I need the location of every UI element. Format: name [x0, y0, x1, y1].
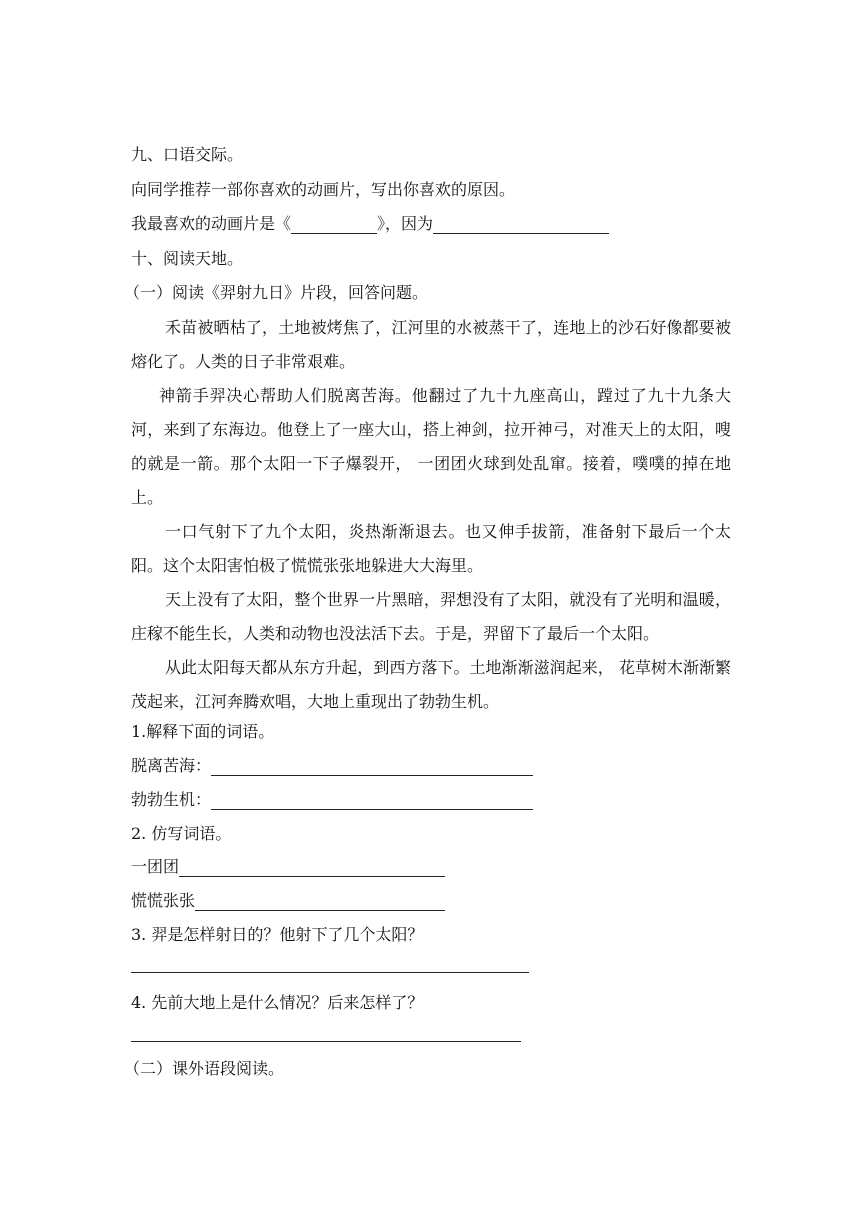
question-1-label: 1.解释下面的词语。 — [131, 722, 275, 741]
cartoon-name-blank[interactable] — [291, 217, 377, 234]
question-4-answer-line[interactable] — [131, 1041, 521, 1042]
answer-blank[interactable] — [195, 894, 445, 911]
answer-blank[interactable] — [211, 793, 533, 810]
question-3-answer-line[interactable] — [131, 972, 529, 973]
section-9-title: 九、口语交际。 — [131, 145, 244, 164]
section-9-prompt: 向同学推荐一部你喜欢的动画片，写出你喜欢的原因。 — [131, 180, 516, 199]
part-2-title: （二）课外语段阅读。 — [124, 1059, 285, 1078]
word-label: 慌慌张张 — [131, 891, 196, 910]
passage-paragraph-2: 神箭手羿决心帮助人们脱离苦海。他翻过了九十九座高山，蹚过了九十九条大河，来到了东海边。他登上了一座大山，搭上神剑，拉开神弓，对准天上的太阳，嗖的就是一箭。那个太阳一下子爆裂开， 一团团火球到处乱窜。接着，噗噗的掉在地上。 — [131, 386, 731, 507]
question-2-item-1 — [131, 857, 445, 877]
passage-paragraph-3: 一口气射下了九个太阳，炎热渐渐退去。也又伸手拔箭，准备射下最后一个太阳。这个太阳害怕极了慌慌张张地躲进大大海里。 — [131, 522, 731, 575]
question-4-label: 4. 先前大地上是什么情况？后来怎样了？ — [131, 993, 424, 1012]
question-2-label: 2. 仿写词语。 — [131, 824, 232, 843]
fill-middle: 》，因为 — [377, 214, 434, 233]
term-label: 勃勃生机： — [131, 790, 212, 809]
answer-blank[interactable] — [179, 860, 445, 877]
part-1-title: （一）阅读《羿射九日》片段，回答问题。 — [124, 283, 429, 302]
question-2-item-2 — [131, 891, 445, 911]
passage-paragraph-5: 从此太阳每天都从东方升起，到西方落下。土地渐渐滋润起来， 花草树木渐渐繁茂起来，江河奔腾欢唱，大地上重现出了勃勃生机。 — [131, 658, 731, 711]
section-10-title: 十、阅读天地。 — [131, 249, 244, 268]
word-label: 一团团 — [131, 857, 180, 876]
question-1-item-1 — [131, 756, 533, 776]
reason-blank[interactable] — [433, 217, 609, 234]
passage-paragraph-4: 天上没有了太阳，整个世界一片黑暗，羿想没有了太阳，就没有了光明和温暖，庄稼不能生长，人类和动物也没法活下去。于是，羿留下了最后一个太阳。 — [131, 590, 731, 643]
answer-blank[interactable] — [211, 759, 533, 776]
question-3-label: 3. 羿是怎样射日的？他射下了几个太阳？ — [131, 925, 424, 944]
term-label: 脱离苦海： — [131, 756, 212, 775]
fill-prefix: 我最喜欢的动画片是《 — [131, 214, 292, 233]
question-1-item-2 — [131, 790, 533, 810]
section-9-fill-line — [131, 214, 609, 234]
passage-paragraph-1: 禾苗被晒枯了，土地被烤焦了，江河里的水被蒸干了，连地上的沙石好像都要被熔化了。人类的日子非常艰难。 — [131, 318, 731, 371]
